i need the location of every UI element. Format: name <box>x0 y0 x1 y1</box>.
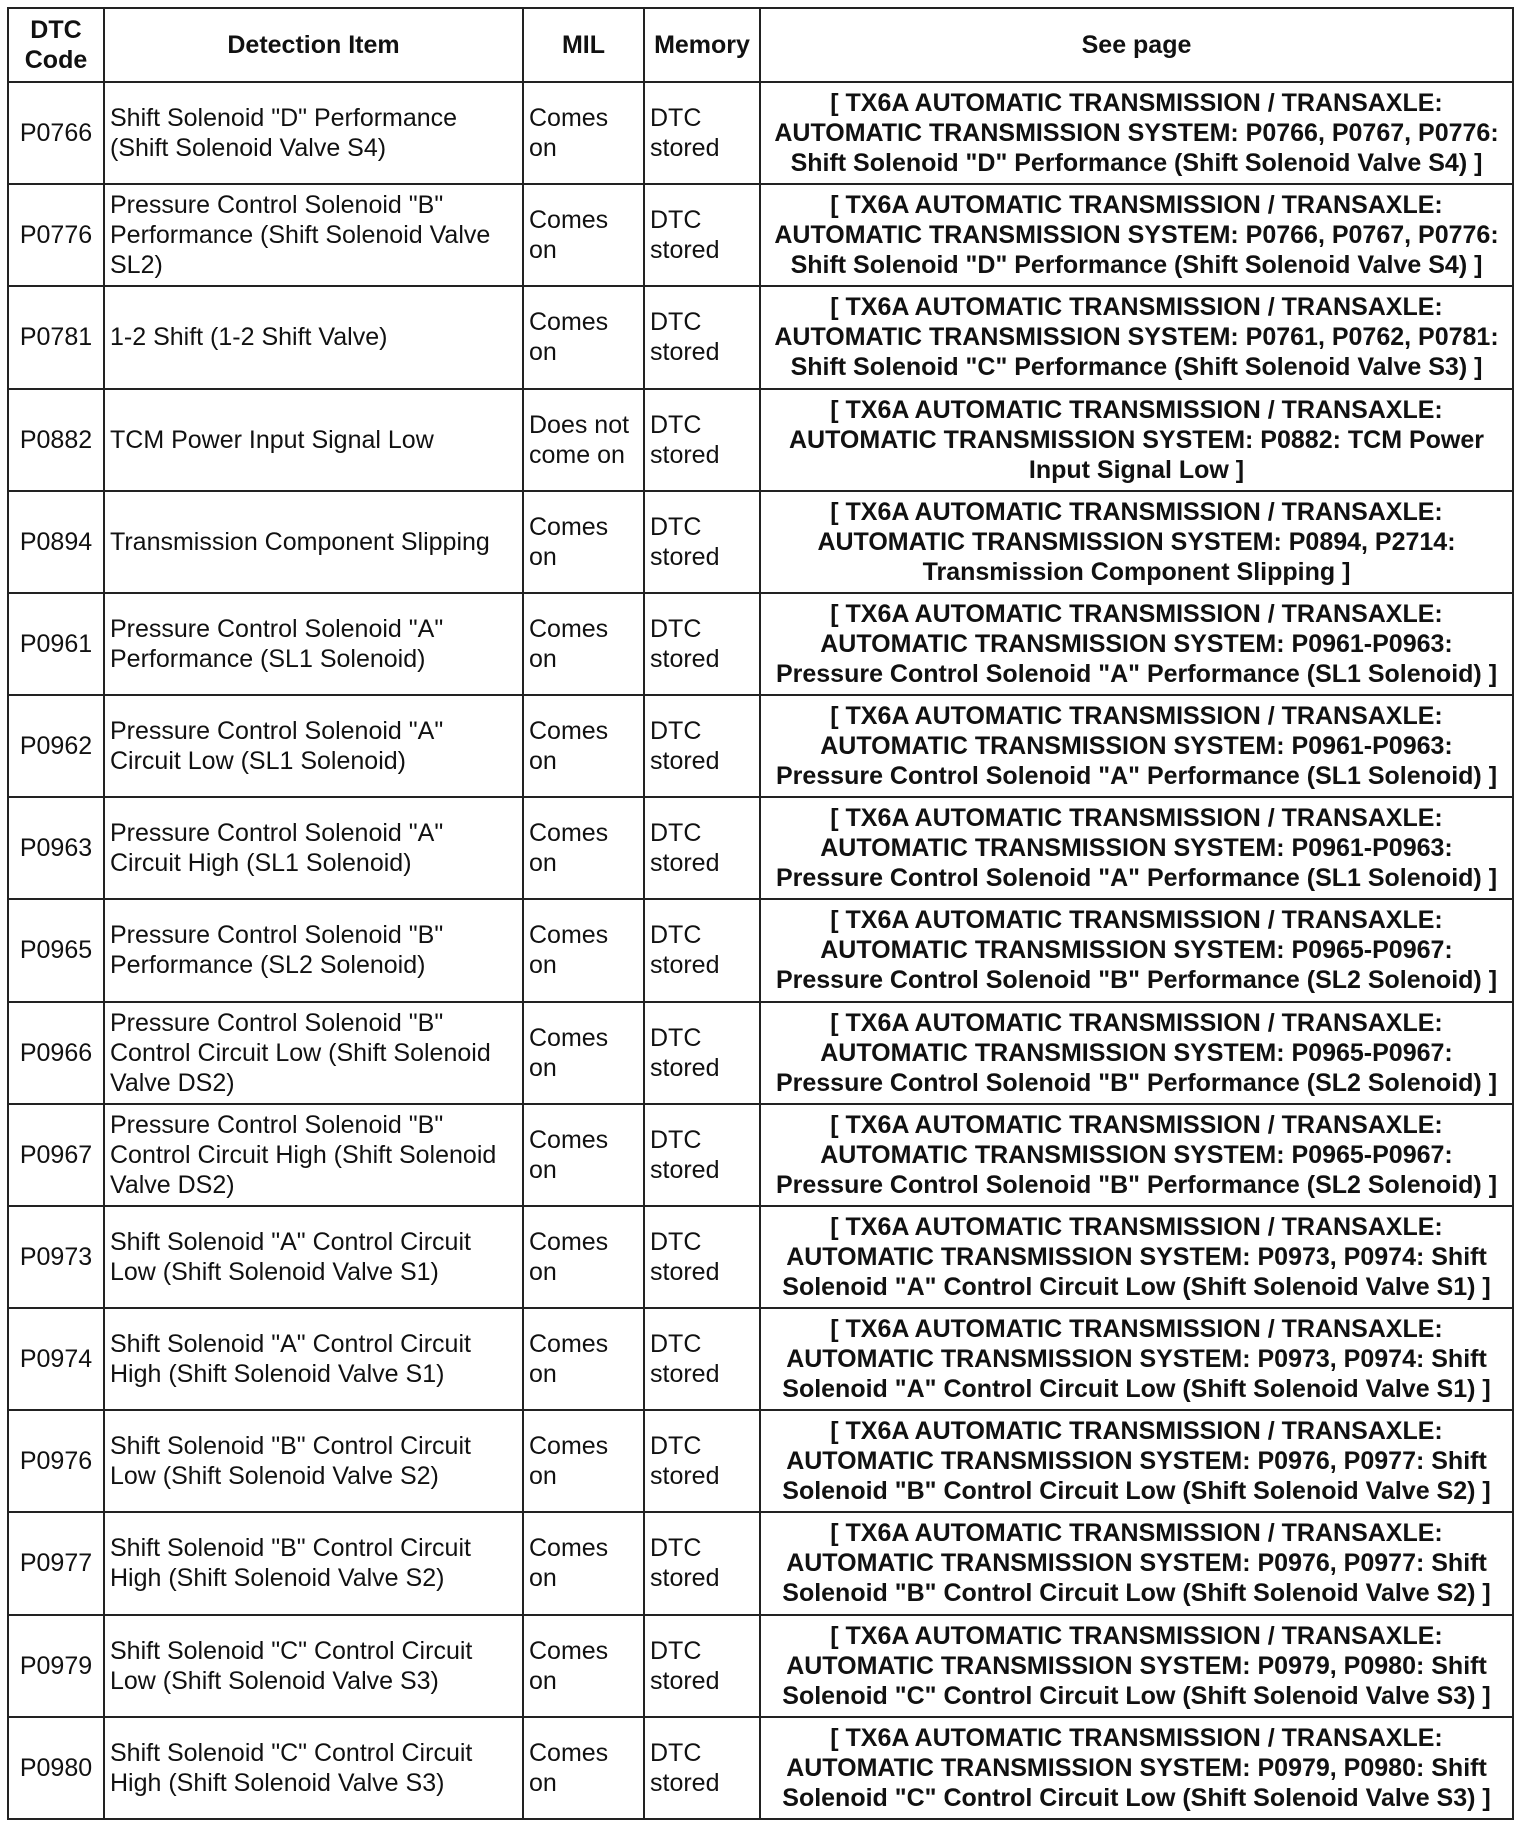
detection-item-cell: Pressure Control Solenoid "B" Control Circuit High (Shift Solenoid Valve DS2) <box>104 1104 523 1206</box>
mil-cell: Comes on <box>523 899 644 1001</box>
see-page-link[interactable]: [ TX6A AUTOMATIC TRANSMISSION / TRANSAXLE: AUTOMATIC TRANSMISSION SYSTEM: P0761, P0762, P0781: Shift Solenoid "C" Performance (Shift Solenoid Valve S3) ] <box>760 286 1513 388</box>
memory-cell: DTC stored <box>644 82 760 184</box>
mil-cell: Comes on <box>523 593 644 695</box>
memory-cell: DTC stored <box>644 389 760 491</box>
detection-item-cell: Pressure Control Solenoid "B" Performance (Shift Solenoid Valve SL2) <box>104 184 523 286</box>
detection-item-cell: 1-2 Shift (1-2 Shift Valve) <box>104 286 523 388</box>
see-page-link[interactable]: [ TX6A AUTOMATIC TRANSMISSION / TRANSAXLE: AUTOMATIC TRANSMISSION SYSTEM: P0965-P0967: Pressure Control Solenoid "B" Performance (SL2 Solenoid) ] <box>760 1002 1513 1104</box>
dtc-table <box>7 7 1514 1820</box>
table-row <box>8 1104 1513 1206</box>
detection-item-cell: Shift Solenoid "B" Control Circuit High (Shift Solenoid Valve S2) <box>104 1512 523 1614</box>
see-page-link[interactable]: [ TX6A AUTOMATIC TRANSMISSION / TRANSAXLE: AUTOMATIC TRANSMISSION SYSTEM: P0979, P0980: Shift Solenoid "C" Control Circuit Low (Shift Solenoid Valve S3) ] <box>760 1615 1513 1717</box>
dtc-code-cell: P0980 <box>8 1717 104 1819</box>
memory-cell: DTC stored <box>644 695 760 797</box>
see-page-link[interactable]: [ TX6A AUTOMATIC TRANSMISSION / TRANSAXLE: AUTOMATIC TRANSMISSION SYSTEM: P0961-P0963: Pressure Control Solenoid "A" Performance (SL1 Solenoid) ] <box>760 593 1513 695</box>
detection-item-cell: Shift Solenoid "B" Control Circuit Low (Shift Solenoid Valve S2) <box>104 1410 523 1512</box>
header-memory: Memory <box>644 8 760 82</box>
dtc-code-cell: P0979 <box>8 1615 104 1717</box>
dtc-code-cell: P0882 <box>8 389 104 491</box>
table-row <box>8 1512 1513 1614</box>
mil-cell: Comes on <box>523 286 644 388</box>
see-page-link[interactable]: [ TX6A AUTOMATIC TRANSMISSION / TRANSAXLE: AUTOMATIC TRANSMISSION SYSTEM: P0766, P0767, P0776: Shift Solenoid "D" Performance (Shift Solenoid Valve S4) ] <box>760 184 1513 286</box>
memory-cell: DTC stored <box>644 899 760 1001</box>
table-row <box>8 184 1513 286</box>
dtc-code-cell: P0766 <box>8 82 104 184</box>
memory-cell: DTC stored <box>644 286 760 388</box>
mil-cell: Comes on <box>523 1002 644 1104</box>
mil-cell: Comes on <box>523 1308 644 1410</box>
detection-item-cell: Shift Solenoid "A" Control Circuit High (Shift Solenoid Valve S1) <box>104 1308 523 1410</box>
detection-item-cell: Shift Solenoid "A" Control Circuit Low (Shift Solenoid Valve S1) <box>104 1206 523 1308</box>
detection-item-cell: Shift Solenoid "D" Performance (Shift Solenoid Valve S4) <box>104 82 523 184</box>
see-page-link[interactable]: [ TX6A AUTOMATIC TRANSMISSION / TRANSAXLE: AUTOMATIC TRANSMISSION SYSTEM: P0965-P0967: Pressure Control Solenoid "B" Performance (SL2 Solenoid) ] <box>760 899 1513 1001</box>
table-row <box>8 389 1513 491</box>
memory-cell: DTC stored <box>644 1512 760 1614</box>
table-row <box>8 695 1513 797</box>
mil-cell: Comes on <box>523 184 644 286</box>
table-row <box>8 1308 1513 1410</box>
memory-cell: DTC stored <box>644 1615 760 1717</box>
mil-cell: Comes on <box>523 1410 644 1512</box>
memory-cell: DTC stored <box>644 1104 760 1206</box>
detection-item-cell: Shift Solenoid "C" Control Circuit Low (Shift Solenoid Valve S3) <box>104 1615 523 1717</box>
see-page-link[interactable]: [ TX6A AUTOMATIC TRANSMISSION / TRANSAXLE: AUTOMATIC TRANSMISSION SYSTEM: P0882: TCM Power Input Signal Low ] <box>760 389 1513 491</box>
see-page-link[interactable]: [ TX6A AUTOMATIC TRANSMISSION / TRANSAXLE: AUTOMATIC TRANSMISSION SYSTEM: P0973, P0974: Shift Solenoid "A" Control Circuit Low (Shift Solenoid Valve S1) ] <box>760 1308 1513 1410</box>
mil-cell: Comes on <box>523 1104 644 1206</box>
detection-item-cell: Pressure Control Solenoid "A" Performance (SL1 Solenoid) <box>104 593 523 695</box>
dtc-code-cell: P0976 <box>8 1410 104 1512</box>
detection-item-cell: Shift Solenoid "C" Control Circuit High (Shift Solenoid Valve S3) <box>104 1717 523 1819</box>
table-body <box>8 82 1513 1819</box>
detection-item-cell: TCM Power Input Signal Low <box>104 389 523 491</box>
table-row <box>8 1615 1513 1717</box>
memory-cell: DTC stored <box>644 491 760 593</box>
table-row <box>8 491 1513 593</box>
mil-cell: Comes on <box>523 82 644 184</box>
detection-item-cell: Pressure Control Solenoid "A" Circuit High (SL1 Solenoid) <box>104 797 523 899</box>
dtc-code-cell: P0894 <box>8 491 104 593</box>
table-row <box>8 1717 1513 1819</box>
dtc-code-cell: P0973 <box>8 1206 104 1308</box>
mil-cell: Comes on <box>523 1615 644 1717</box>
header-mil: MIL <box>523 8 644 82</box>
see-page-link[interactable]: [ TX6A AUTOMATIC TRANSMISSION / TRANSAXLE: AUTOMATIC TRANSMISSION SYSTEM: P0961-P0963: Pressure Control Solenoid "A" Performance (SL1 Solenoid) ] <box>760 797 1513 899</box>
memory-cell: DTC stored <box>644 593 760 695</box>
see-page-link[interactable]: [ TX6A AUTOMATIC TRANSMISSION / TRANSAXLE: AUTOMATIC TRANSMISSION SYSTEM: P0961-P0963: Pressure Control Solenoid "A" Performance (SL1 Solenoid) ] <box>760 695 1513 797</box>
dtc-code-cell: P0776 <box>8 184 104 286</box>
header-detection-item: Detection Item <box>104 8 523 82</box>
memory-cell: DTC stored <box>644 1717 760 1819</box>
table-row <box>8 1206 1513 1308</box>
dtc-code-cell: P0977 <box>8 1512 104 1614</box>
mil-cell: Comes on <box>523 1717 644 1819</box>
see-page-link[interactable]: [ TX6A AUTOMATIC TRANSMISSION / TRANSAXLE: AUTOMATIC TRANSMISSION SYSTEM: P0766, P0767, P0776: Shift Solenoid "D" Performance (Shift Solenoid Valve S4) ] <box>760 82 1513 184</box>
dtc-code-cell: P0962 <box>8 695 104 797</box>
table-row <box>8 797 1513 899</box>
memory-cell: DTC stored <box>644 184 760 286</box>
dtc-code-cell: P0781 <box>8 286 104 388</box>
dtc-code-cell: P0974 <box>8 1308 104 1410</box>
table-row <box>8 593 1513 695</box>
dtc-code-cell: P0961 <box>8 593 104 695</box>
mil-cell: Comes on <box>523 695 644 797</box>
memory-cell: DTC stored <box>644 1410 760 1512</box>
see-page-link[interactable]: [ TX6A AUTOMATIC TRANSMISSION / TRANSAXLE: AUTOMATIC TRANSMISSION SYSTEM: P0976, P0977: Shift Solenoid "B" Control Circuit Low (Shift Solenoid Valve S2) ] <box>760 1512 1513 1614</box>
memory-cell: DTC stored <box>644 797 760 899</box>
dtc-code-cell: P0963 <box>8 797 104 899</box>
table-row <box>8 1002 1513 1104</box>
detection-item-cell: Pressure Control Solenoid "A" Circuit Low (SL1 Solenoid) <box>104 695 523 797</box>
table-row <box>8 1410 1513 1512</box>
see-page-link[interactable]: [ TX6A AUTOMATIC TRANSMISSION / TRANSAXLE: AUTOMATIC TRANSMISSION SYSTEM: P0979, P0980: Shift Solenoid "C" Control Circuit Low (Shift Solenoid Valve S3) ] <box>760 1717 1513 1819</box>
see-page-link[interactable]: [ TX6A AUTOMATIC TRANSMISSION / TRANSAXLE: AUTOMATIC TRANSMISSION SYSTEM: P0976, P0977: Shift Solenoid "B" Control Circuit Low (Shift Solenoid Valve S2) ] <box>760 1410 1513 1512</box>
see-page-link[interactable]: [ TX6A AUTOMATIC TRANSMISSION / TRANSAXLE: AUTOMATIC TRANSMISSION SYSTEM: P0965-P0967: Pressure Control Solenoid "B" Performance (SL2 Solenoid) ] <box>760 1104 1513 1206</box>
detection-item-cell: Transmission Component Slipping <box>104 491 523 593</box>
mil-cell: Comes on <box>523 797 644 899</box>
mil-cell: Comes on <box>523 1512 644 1614</box>
mil-cell: Comes on <box>523 1206 644 1308</box>
dtc-code-cell: P0967 <box>8 1104 104 1206</box>
header-dtc-code: DTC Code <box>8 8 104 82</box>
table-header-row <box>8 8 1513 82</box>
mil-cell: Does not come on <box>523 389 644 491</box>
memory-cell: DTC stored <box>644 1308 760 1410</box>
header-see-page: See page <box>760 8 1513 82</box>
memory-cell: DTC stored <box>644 1002 760 1104</box>
dtc-code-cell: P0966 <box>8 1002 104 1104</box>
table-row <box>8 899 1513 1001</box>
table-row <box>8 286 1513 388</box>
memory-cell: DTC stored <box>644 1206 760 1308</box>
dtc-code-cell: P0965 <box>8 899 104 1001</box>
see-page-link[interactable]: [ TX6A AUTOMATIC TRANSMISSION / TRANSAXLE: AUTOMATIC TRANSMISSION SYSTEM: P0894, P2714: Transmission Component Slipping ] <box>760 491 1513 593</box>
detection-item-cell: Pressure Control Solenoid "B" Control Circuit Low (Shift Solenoid Valve DS2) <box>104 1002 523 1104</box>
table-row <box>8 82 1513 184</box>
detection-item-cell: Pressure Control Solenoid "B" Performance (SL2 Solenoid) <box>104 899 523 1001</box>
mil-cell: Comes on <box>523 491 644 593</box>
see-page-link[interactable]: [ TX6A AUTOMATIC TRANSMISSION / TRANSAXLE: AUTOMATIC TRANSMISSION SYSTEM: P0973, P0974: Shift Solenoid "A" Control Circuit Low (Shift Solenoid Valve S1) ] <box>760 1206 1513 1308</box>
